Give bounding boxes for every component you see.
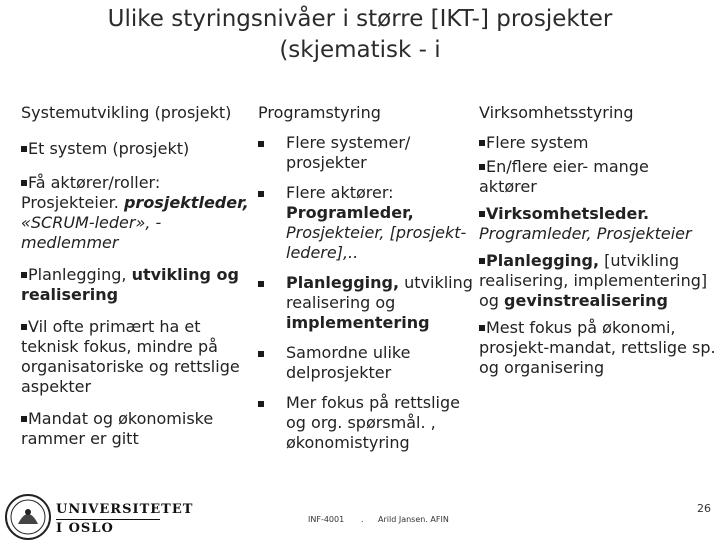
footer-author: Arild Jansen. AFIN	[378, 515, 449, 524]
square-bullet-icon	[258, 141, 264, 147]
list-item: Mer fokus på rettslige og org. spørsmål. , økonomistyring	[258, 393, 473, 453]
square-bullet-icon	[258, 351, 264, 357]
square-bullet-icon	[258, 401, 264, 407]
university-logo	[0, 492, 194, 540]
column-virksomhetsstyring	[479, 103, 719, 378]
column-heading: Virksomhetsstyring	[479, 103, 634, 122]
list-item: Et system (prosjekt)	[21, 139, 256, 159]
list-item: Vil ofte primært ha et teknisk fokus, mindre på organisatoriske og rettslige aspekter	[21, 317, 240, 396]
footer-separator: .	[361, 515, 364, 524]
column-programstyring	[258, 103, 473, 453]
list-item: Planlegging, utvikling og realisering	[21, 265, 239, 304]
square-bullet-icon	[479, 211, 485, 217]
list-item: Planlegging, [utvikling realisering, implementering] og gevinstrealisering	[479, 251, 708, 310]
logo-divider	[56, 519, 160, 520]
square-bullet-icon	[21, 416, 27, 422]
list-item: Samordne ulike delprosjekter	[258, 343, 473, 383]
list-item: Planlegging, utvikling realisering og implementering	[258, 273, 473, 333]
list-item: En/flere eier- mange aktører	[479, 157, 649, 196]
list-item: Virksomhetsleder. Programleder, Prosjekteier	[479, 204, 692, 243]
column-systemutvikling	[21, 103, 256, 449]
square-bullet-icon	[21, 272, 27, 278]
square-bullet-icon	[258, 191, 264, 197]
slide-title	[90, 4, 630, 66]
logo-line-1: UNIVERSITETET	[56, 502, 194, 517]
square-bullet-icon	[21, 146, 27, 152]
list-item: Mandat og økonomiske rammer er gitt	[21, 409, 214, 448]
list-item: Flere system	[479, 133, 719, 153]
logo-line-2: I OSLO	[56, 521, 114, 536]
page-number: 26	[697, 502, 711, 515]
square-bullet-icon	[21, 180, 27, 186]
square-bullet-icon	[21, 324, 27, 330]
list-item: Flere systemer/ prosjekter	[258, 133, 473, 173]
list-item: Få aktører/roller: Prosjekteier. prosjektleder, «SCRUM-leder», - medlemmer	[21, 173, 249, 252]
list-item: Mest fokus på økonomi, prosjekt-mandat, rettslige sp. og organisering	[479, 318, 716, 377]
square-bullet-icon	[479, 325, 485, 331]
seal-icon	[4, 492, 56, 542]
square-bullet-icon	[479, 258, 485, 264]
column-heading: Systemutvikling (prosjekt)	[21, 103, 232, 122]
title-line-1: Ulike styringsnivåer i større [IKT-] prosjekter	[107, 6, 613, 32]
list-item: Flere aktører: Programleder, Prosjekteier, [prosjekt- ledere],..	[258, 183, 473, 263]
square-bullet-icon	[258, 281, 264, 287]
title-line-2: (skjematisk - i	[279, 37, 441, 63]
footer-course: INF-4001	[308, 515, 345, 524]
column-heading: Programstyring	[258, 103, 381, 122]
square-bullet-icon	[479, 164, 485, 170]
square-bullet-icon	[479, 140, 485, 146]
